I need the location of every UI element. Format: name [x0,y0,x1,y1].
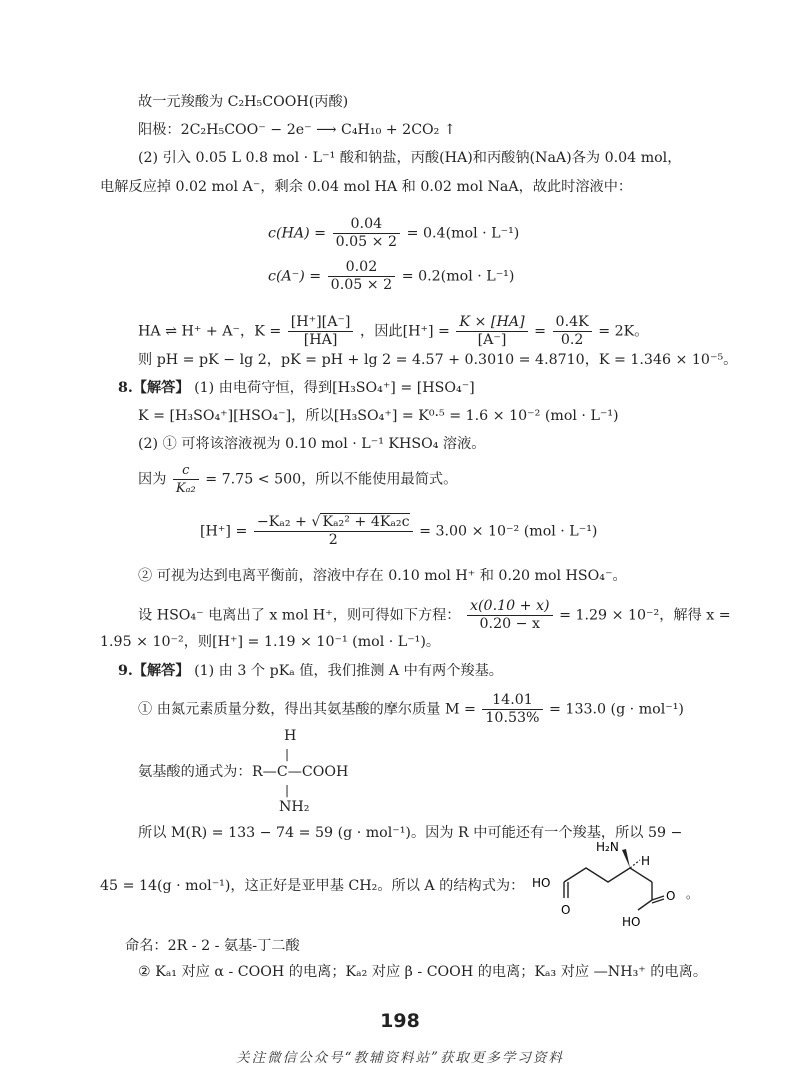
text-line: ② 可视为达到电离平衡前，溶液中存在 0.10 mol H⁺ 和 0.20 mol HSO₄⁻。 [138,568,627,584]
equation-condition: 因为 $\frac{c}{\text{Kₐ₂}}$ = 7.75 < 500，所以不能使用最简式。 [138,463,458,496]
text-line: 故一元羧酸为 C₂H₅COOH(丙酸) [138,94,349,110]
atom-nh2: H₂N [596,840,619,854]
formula-chain: R—C—COOH [252,764,349,780]
atom-o-left: O [561,903,571,917]
text-line: 45 = 14(g · mol⁻¹)，这正好是亚甲基 CH₂。所以 A 的结构式为： [100,878,525,894]
fraction: $\frac{K \times [HA]}{[A^-]}$ [456,314,527,349]
equation-molar-mass: ① 由氮元素质量分数，得出其氨基酸的摩尔质量 M = $\frac{14.01}{10.53\%}$ = 133.0 (g · mol⁻¹) [138,692,684,726]
fraction: $\frac{0.04}{0.05 \times 2}$ [333,216,401,251]
answer-label: 9.【解答】 [118,663,190,679]
text-line: ② Kₐ₁ 对应 α - COOH 的电离；Kₐ₂ 对应 β - COOH 的电离；Kₐ₃ 对应 —NH₃⁺ 的电离。 [138,964,708,980]
footer-watermark: 关注微信公众号“教辅资料站”获取更多学习资料 [236,1050,564,1066]
fraction: $\frac{c}{\text{Kₐ₂}}$ [173,462,199,497]
equation-c-ha: c(HA) = $\frac{0.04}{0.05 \times 2}$ = 0.4(mol · L⁻¹) [268,216,520,250]
answer-label: 8.【解答】 [118,380,190,396]
page-number: 198 [380,1010,420,1032]
text-line: 所以 M(R) = 133 − 74 = 59 (g · mol⁻¹)。因为 R 中可能还有一个羧基，所以 59 − [138,825,683,841]
atom-h: H [284,728,297,744]
equation-h-concentration: [H⁺] = $\frac{\text{−Kₐ₂ + √ Kₐ₂² + 4Kₐ₂c}}{2}$ = 3.00 × 10⁻² (mol · L⁻¹) [200,514,598,548]
fraction: $\frac{x(0.10 + x)}{0.20 - x}$ [467,598,553,633]
atom-h: H [641,854,651,868]
equation-c-a: c(A⁻) = $\frac{0.02}{0.05 \times 2}$ = 0.2(mol · L⁻¹) [268,259,515,293]
text-line: 则 pH = pK − lg 2，pK = pH + lg 2 = 4.57 + 0.3010 = 4.8710，K = 1.346 × 10⁻⁵。 [138,352,738,368]
atom-ho-left: HO [532,876,551,890]
text-line: 1.95 × 10⁻²，则[H⁺] = 1.19 × 10⁻¹ (mol · L⁻¹)。 [100,634,441,650]
atom-o-right: O [666,889,676,903]
text-line: 命名：2R - 2 - 氨基-丁二酸 [125,938,300,954]
structural-formula-aspartic-acid [530,830,710,940]
text-line: 阳极：2C₂H₅COO⁻ − 2e⁻ ⟶ C₄H₁₀ + 2CO₂ ↑ [138,122,456,138]
amino-group: NH₂ [279,799,310,815]
wedge-bond [622,849,630,868]
formula-label: 氨基酸的通式为： [138,764,252,780]
text-line: K = [H₃SO₄⁺][HSO₄⁻]，所以[H₃SO₄⁺] = K⁰·⁵ = 1.6 × 10⁻² (mol · L⁻¹) [138,408,619,424]
fraction: $\frac{[H^+][A^-]}{[HA]}$ [288,314,354,349]
text-line: (2) ① 可将该溶液视为 0.10 mol · L⁻¹ KHSO₄ 溶液。 [138,436,486,452]
hash-bond [630,860,640,868]
fraction: $\frac{0.02}{0.05 \times 2}$ [328,259,396,294]
fraction: $\frac{0.4K}{0.2}$ [553,314,592,349]
text-line: 电解反应掉 0.02 mol A⁻，剩余 0.04 mol HA 和 0.02 mol NaA，故此时溶液中： [100,179,633,195]
atom-ho-bottom: HO [622,915,641,929]
equation-x: 设 HSO₄⁻ 电离出了 x mol H⁺，则可得如下方程： $\frac{x(0.10 + x)}{0.20 - x}$ = 1.29 × 10⁻²，解得 x = [138,598,731,632]
equation-equilibrium: HA ⇌ H⁺ + A⁻，K = $\frac{[H^+][A^-]}{[HA]}$ ，因此[H⁺] = $\frac{K \times [HA]}{[A^-]}$ = $\frac{0.4K}{0.2}$ = 2K。 [138,314,649,348]
question-8: 8.【解答】 (1) 由电荷守恒，得到[H₃SO₄⁺] = [HSO₄⁻] [118,380,475,396]
skeleton-bonds [564,868,664,910]
text-line: (2) 引入 0.05 L 0.8 mol · L⁻¹ 酸和钠盐，丙酸(HA)和丙酸钠(NaA)各为 0.04 mol， [138,150,682,166]
fraction: $\frac{14.01}{10.53\%}$ [482,692,542,727]
fraction: $\frac{\text{−Kₐ₂ + √ Kₐ₂² + 4Kₐ₂c}}{2}$ [254,514,413,549]
question-9: 9.【解答】 (1) 由 3 个 pKₐ 值，我们推测 A 中有两个羧基。 [118,663,503,679]
sentence-end: 。 [686,887,699,901]
